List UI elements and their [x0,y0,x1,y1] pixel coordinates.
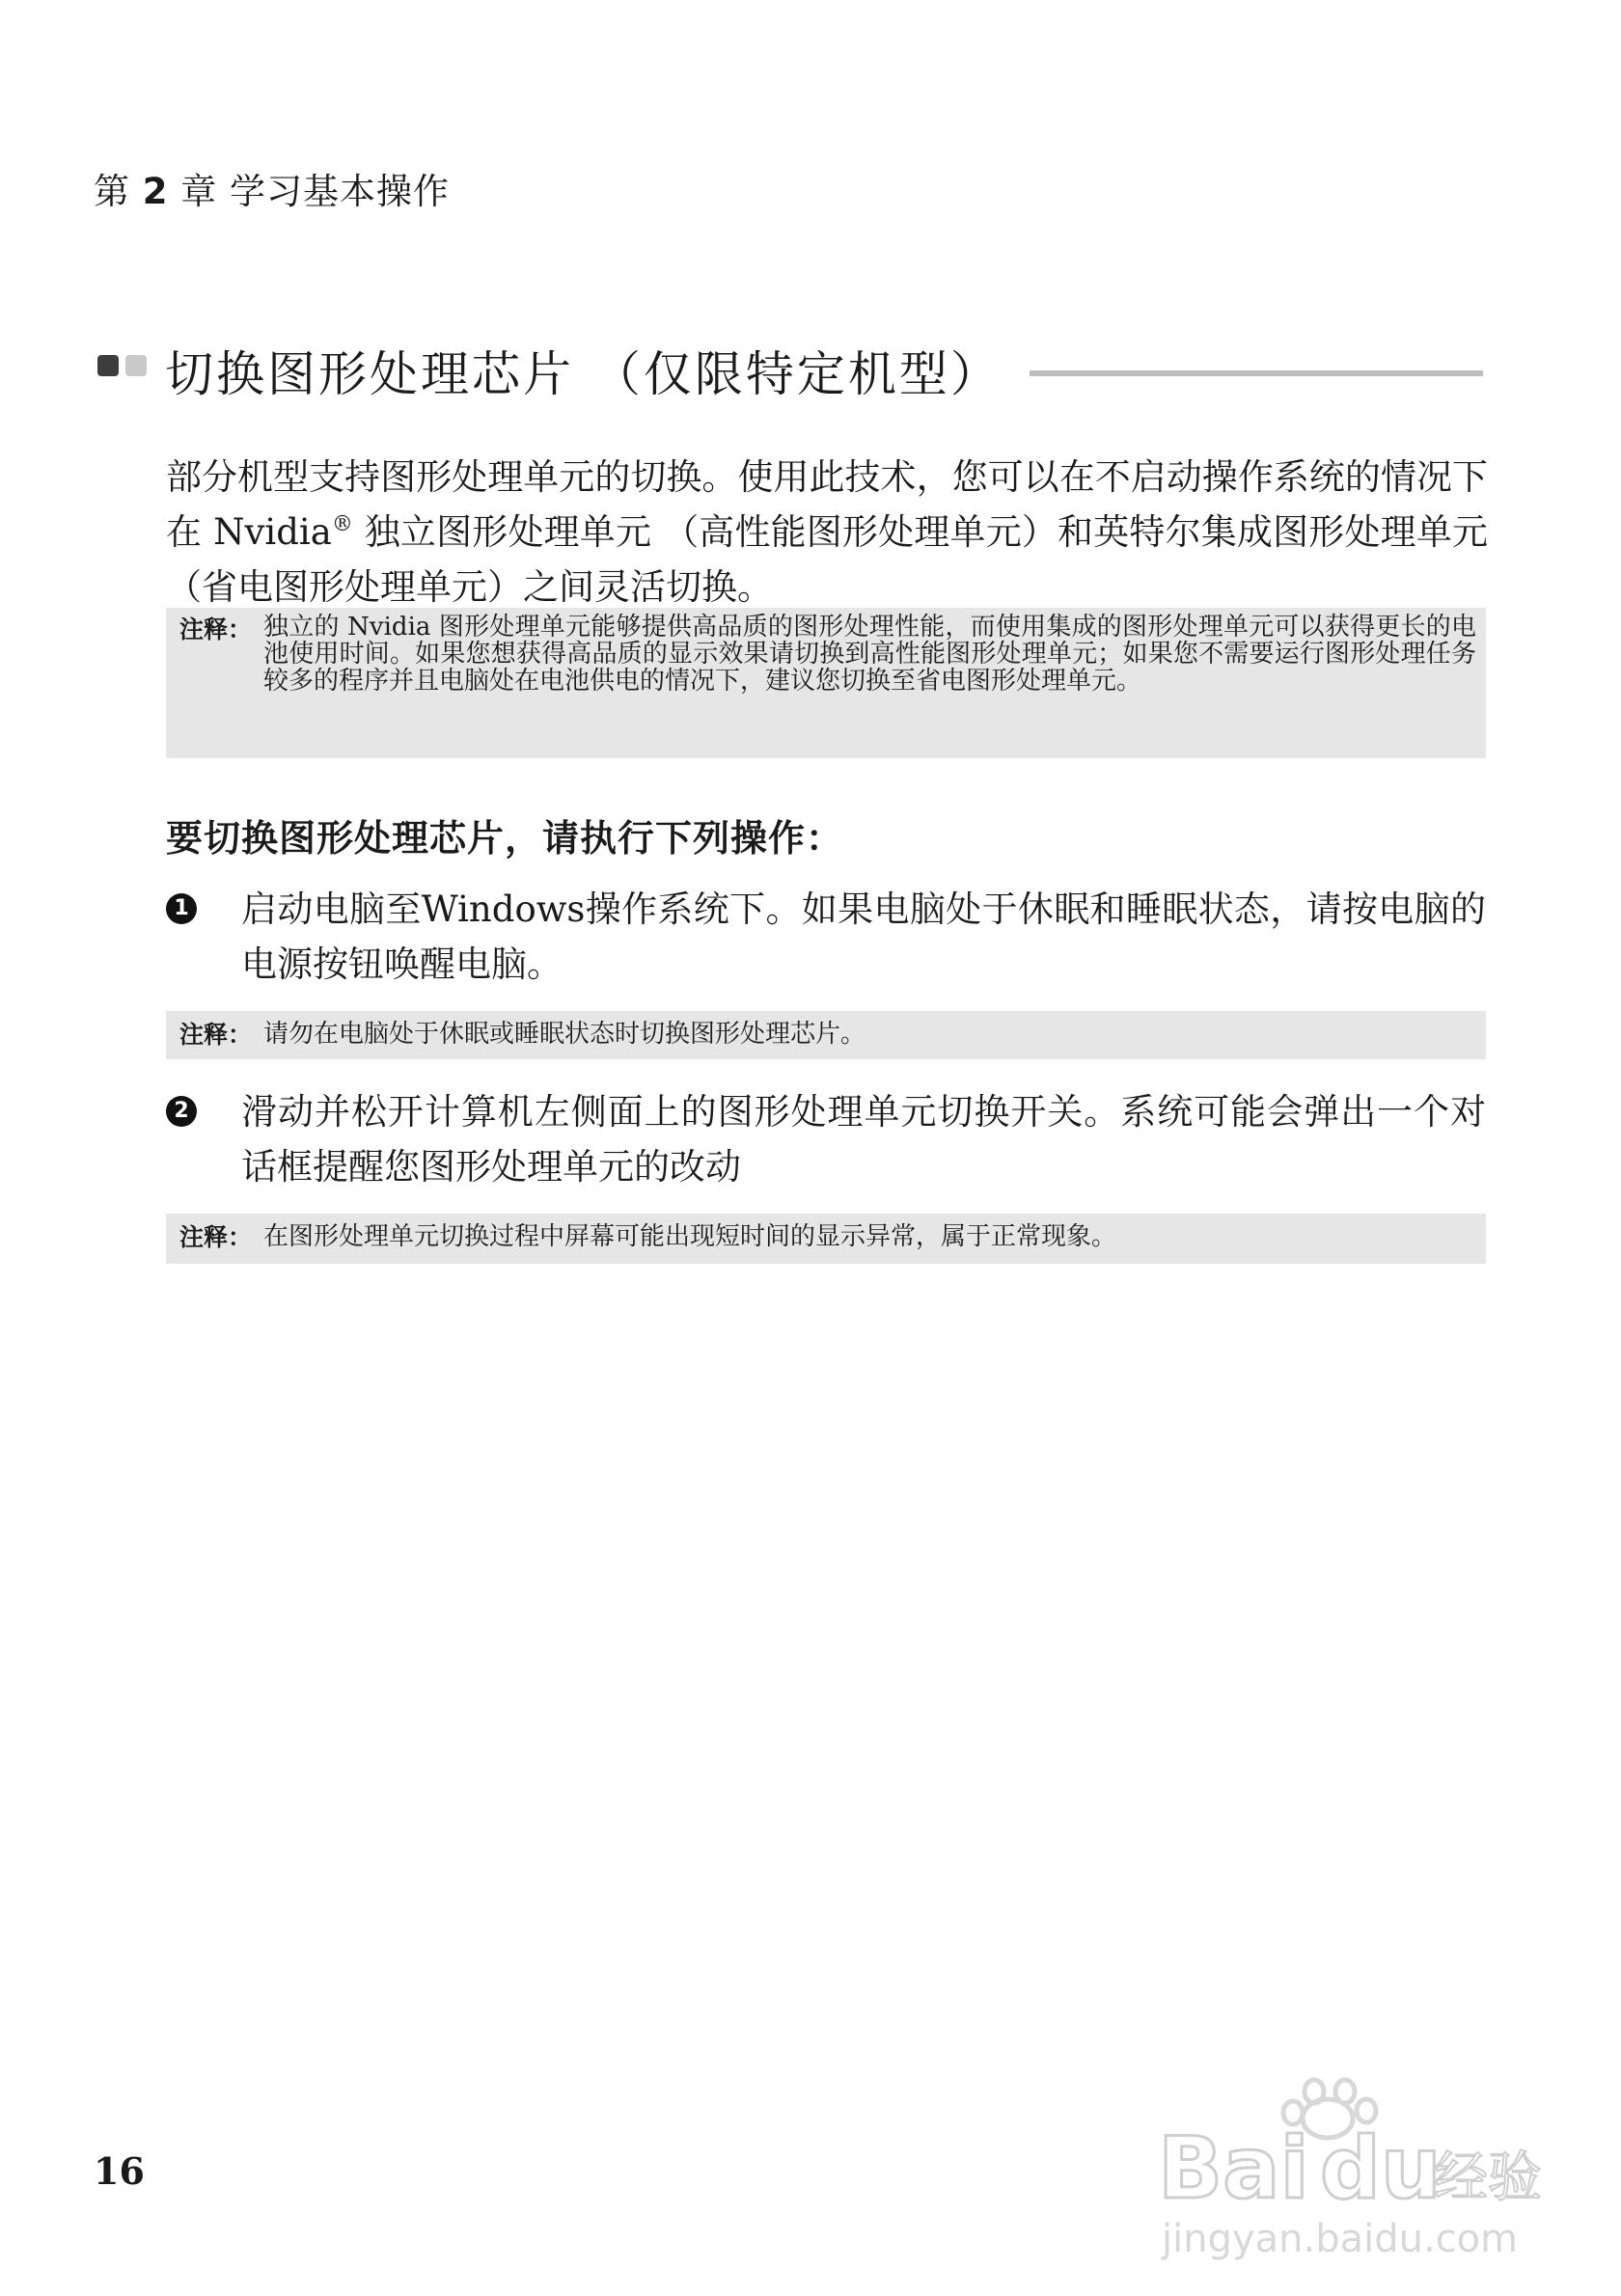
step-number-badge: 2 [166,1096,197,1127]
heading-rule [1030,370,1483,376]
note-label: 注释： [179,1021,253,1049]
intro-paragraph [166,450,1488,615]
procedure-lead: 要切换图形处理芯片，请执行下列操作： [166,817,844,860]
note-label: 注释： [179,615,253,643]
registered-mark: ® [331,512,353,536]
intro-text-before: 部分机型支持图形处理单元的切换。使用此技术，您可以在不启动操作系统的情况下在 Nvidia [166,456,1488,553]
chapter-prefix: 第 [94,171,143,212]
page-number: 16 [94,2149,145,2193]
step-number-badge: 1 [166,893,197,924]
note-box-1 [166,608,1486,758]
note-box-3 [166,1214,1486,1264]
note-text: 在图形处理单元切换过程中屏幕可能出现短时间的显示异常，属于正常现象。 [263,1222,1117,1251]
chapter-header [94,162,450,214]
step-text: 启动电脑至Windows操作系统下。如果电脑处于休眠和睡眠状态，请按电脑的电源按钮唤醒电脑。 [241,888,1486,985]
baidu-watermark-logo [1148,2074,1553,2267]
step-text: 滑动并松开计算机左侧面上的图形处理单元切换开关。系统可能会弹出一个对话框提醒您图形处理单元的改动 [241,1091,1486,1188]
note-text: 独立的 Nvidia 图形处理单元能够提供高品质的图形处理性能，而使用集成的图形处理单元可以获得更长的电池使用时间。如果您想获得高品质的显示效果请切换到高性能图形处理单元；如果您不需要运行图形处理任务较多的程序并且电脑处在电池供电的情况下，建议您切换至省电图形处理单元。 [263,613,1476,696]
svg-text:du: du [1320,2118,1442,2218]
note-text: 请勿在电脑处于休眠或睡眠状态时切换图形处理芯片。 [263,1020,866,1049]
heading-bullet-dark-icon [97,355,119,376]
intro-text-after: 独立图形处理单元 （高性能图形处理单元）和英特尔集成图形处理单元 （省电图形处理单元）之间灵活切换。 [166,511,1488,608]
note-label: 注释： [179,1223,253,1251]
section-title: 切换图形处理芯片 （仅限特定机型） [165,346,1002,402]
section-heading [94,336,1483,413]
svg-text:Bai: Bai [1158,2118,1309,2218]
svg-text:经验: 经验 [1434,2146,1542,2209]
chapter-title: 章 学习基本操作 [168,171,451,212]
heading-bullet-light-icon [125,355,147,376]
svg-text:jingyan.baidu.com: jingyan.baidu.com [1162,2217,1519,2261]
note-box-2 [166,1011,1486,1059]
chapter-number: 2 [142,171,169,212]
